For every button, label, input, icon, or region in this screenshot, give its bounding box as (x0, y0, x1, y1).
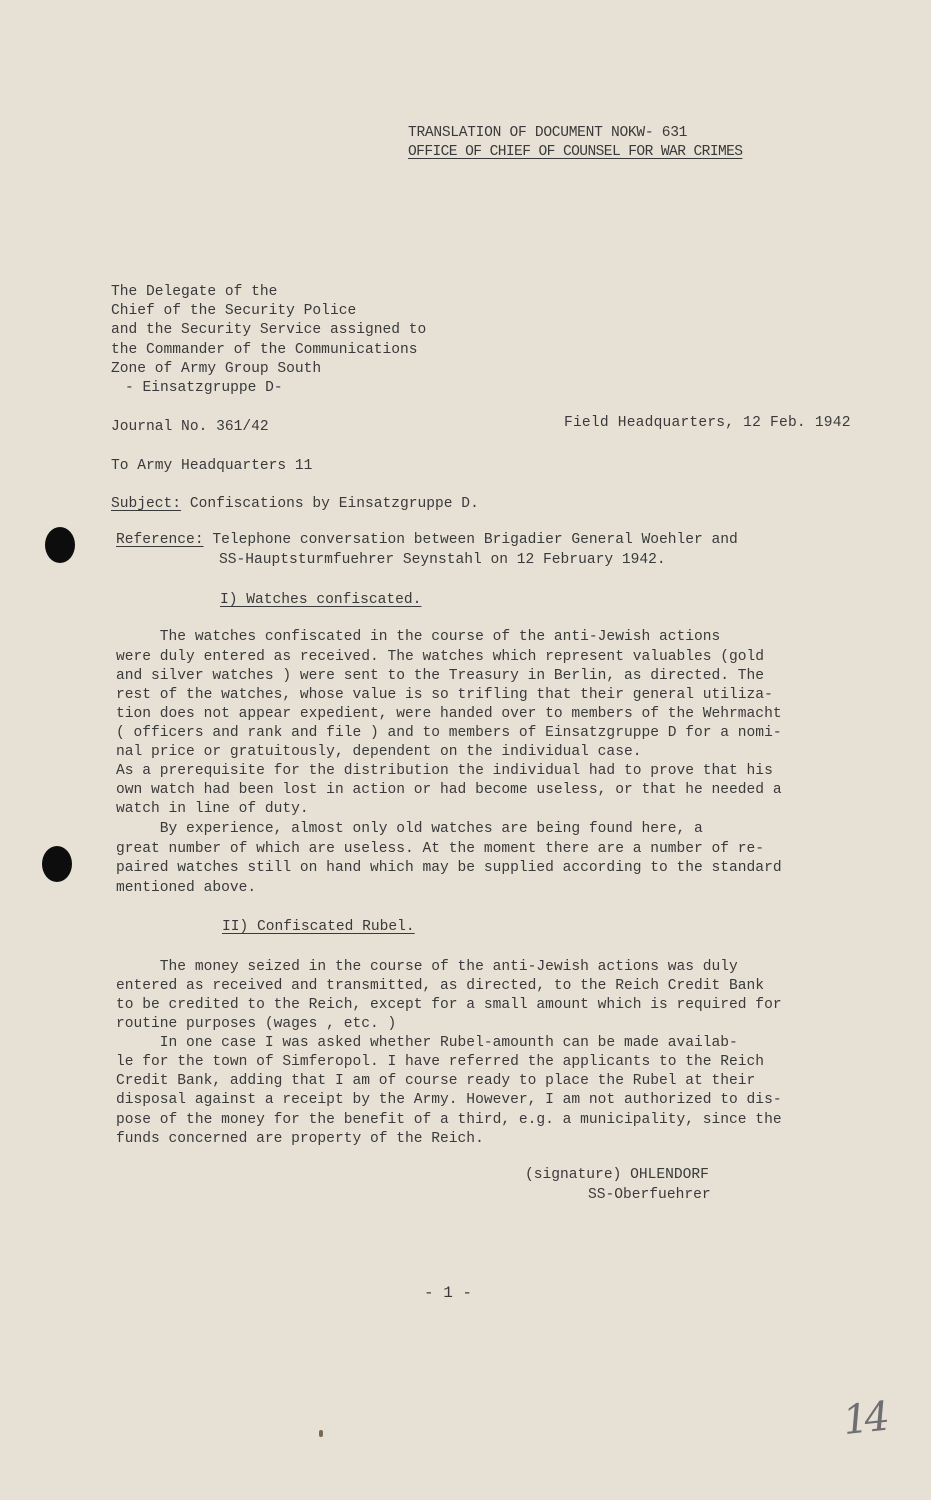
subject-text: Confiscations by Einsatzgruppe D. (181, 496, 479, 512)
section1-heading: I) Watches confiscated. (220, 592, 422, 608)
body-line: paired watches still on hand which may be supplied according to the standard (116, 860, 782, 876)
stray-mark (319, 1430, 323, 1437)
reference-line-2: SS-Hauptsturmfuehrer Seynstahl on 12 February 1942. (219, 552, 666, 568)
reference-line (116, 531, 738, 550)
body-line: entered as received and transmitted, as directed, to the Reich Credit Bank (116, 978, 765, 994)
body-line: nal price or gratuitously, dependent on the individual case. (116, 744, 642, 760)
reference-label: Reference: (116, 532, 204, 548)
sender-line: and the Security Service assigned to (111, 322, 427, 338)
body-line: As a prerequisite for the distribution the individual had to prove that his (116, 763, 773, 779)
sender-line: Zone of Army Group South (111, 361, 322, 377)
body-line: By experience, almost only old watches are being found here, a (116, 821, 703, 837)
sender-line: Chief of the Security Police (111, 303, 357, 319)
body-line: mentioned above. (116, 880, 257, 896)
section2-heading: II) Confiscated Rubel. (222, 919, 415, 935)
body-line: Credit Bank, adding that I am of course ready to place the Rubel at their (116, 1073, 756, 1089)
reference-text: Telephone conversation between Brigadier General Woehler and (203, 532, 738, 548)
signature-rank: SS-Oberfuehrer (588, 1187, 711, 1203)
place-date: Field Headquarters, 12 Feb. 1942 (564, 415, 851, 431)
body-line: and silver watches ) were sent to the Treasury in Berlin, as directed. The (116, 668, 765, 684)
body-line: disposal against a receipt by the Army. However, I am not authorized to dis- (116, 1092, 782, 1108)
body-line: own watch had been lost in action or had become useless, or that he needed a (116, 782, 782, 798)
subject-label: Subject: (111, 496, 182, 512)
body-line: pose of the money for the benefit of a third, e.g. a municipality, since the (116, 1112, 782, 1128)
body-line: great number of which are useless. At the moment there are a number of re- (116, 841, 765, 857)
handwritten-page-number: 14 (840, 1393, 889, 1445)
body-line: were duly entered as received. The watches which represent valuables (gold (116, 649, 765, 665)
body-line: watch in line of duty. (116, 801, 309, 817)
recipient: To Army Headquarters 11 (111, 458, 313, 474)
body-line: ( officers and rank and file ) and to members of Einsatzgruppe D for a nomi- (116, 725, 782, 741)
page-number: - 1 - (424, 1284, 473, 1302)
header-office: OFFICE OF CHIEF OF COUNSEL FOR WAR CRIMES (408, 144, 743, 160)
body-line: rest of the watches, whose value is so trifling that their general utiliza- (116, 687, 773, 703)
header-title: TRANSLATION OF DOCUMENT NOKW- 631 (408, 125, 688, 141)
subject-line (111, 495, 479, 514)
journal-number: Journal No. 361/42 (111, 419, 269, 435)
signature-name: (signature) OHLENDORF (525, 1167, 709, 1183)
body-line: In one case I was asked whether Rubel-amounth can be made availab- (116, 1035, 738, 1051)
punch-hole-top (45, 527, 75, 563)
punch-hole-middle (42, 846, 72, 882)
body-line: The watches confiscated in the course of the anti-Jewish actions (116, 629, 721, 645)
sender-line: - Einsatzgruppe D- (125, 380, 283, 396)
body-line: routine purposes (wages , etc. ) (116, 1016, 397, 1032)
body-line: tion does not appear expedient, were handed over to members of the Wehrmacht (116, 706, 782, 722)
body-line: to be credited to the Reich, except for a small amount which is required for (116, 997, 782, 1013)
body-line: funds concerned are property of the Reich. (116, 1131, 484, 1147)
sender-line: the Commander of the Communications (111, 342, 418, 358)
sender-line: The Delegate of the (111, 284, 278, 300)
body-line: The money seized in the course of the anti-Jewish actions was duly (116, 959, 738, 975)
body-line: le for the town of Simferopol. I have referred the applicants to the Reich (116, 1054, 765, 1070)
